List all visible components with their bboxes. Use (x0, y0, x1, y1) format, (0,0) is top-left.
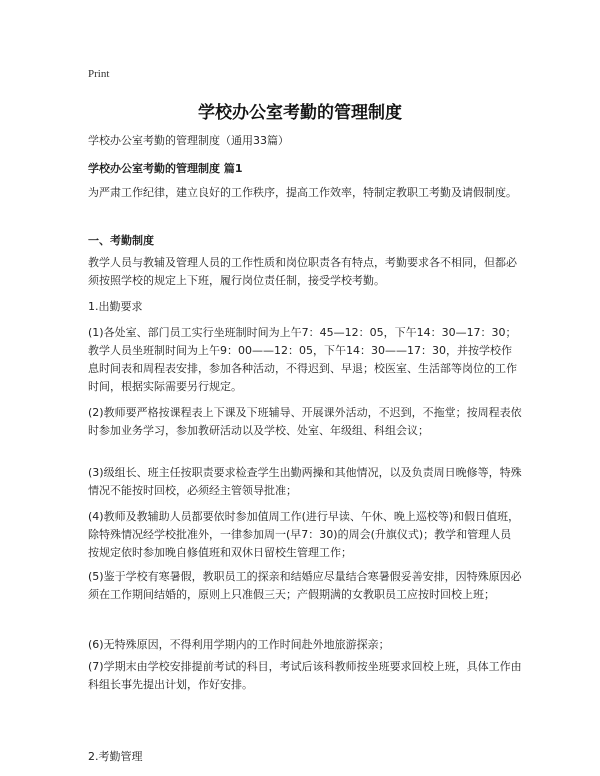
intro-paragraph: 为严肃工作纪律，建立良好的工作秩序，提高工作效率，特制定教职工考勤及请假制度。 (88, 186, 517, 199)
heading-attendance-system: 一、考勤制度 (88, 234, 154, 247)
heading-attendance-requirements: 1.出勤要求 (88, 300, 143, 313)
list-item: (6)无特殊原因，不得利用学期内的工作时间赴外地旅游探亲； (88, 638, 390, 651)
list-item: (1)各处室、部门员工实行坐班制时间为上午7：45—12：05，下午14：30—17：30；教学人员坐班制时间为上午9：00——12：05，下午14：30——17：30，并按学校作息时间表和周程表安排，参加各种活动，不得迟到、早退；校医室、生活部等岗位的工作时间，根据实际需要另行规定。 (88, 326, 517, 393)
section-heading: 学校办公室考勤的管理制度 篇1 (88, 162, 243, 175)
print-label[interactable]: Print (88, 68, 110, 80)
list-item: (2)教师要严格按课程表上下课及下班辅导、开展课外活动，不迟到，不拖堂；按周程表依时参加业务学习，参加教研活动以及学校、处室、年级组、科组会议； (88, 406, 522, 437)
list-item: (7)学期末由学校安排提前考试的科目，考试后该科教师按坐班要求回校上班，具体工作由科组长事先提出计划，作好安排。 (88, 660, 522, 691)
list-item: (5)鉴于学校有寒暑假，教职员工的探亲和结婚应尽量结合寒暑假妥善安排，因特殊原因必须在工作期间结婚的，原则上只准假三天；产假期满的女教职员工应按时回校上班； (88, 570, 522, 601)
paragraph-attendance-overview: 教学人员与教辅及管理人员的工作性质和岗位职责各有特点，考勤要求各不相同，但都必须按照学校的规定上下班，履行岗位责任制，接受学校考勤。 (88, 256, 517, 287)
document-title: 学校办公室考勤的管理制度 (198, 103, 402, 123)
list-item: (3)级组长、班主任按职责要求检查学生出勤两操和其他情况，以及负责周日晚修等，特殊情况不能按时回校，必须经主管领导批准； (88, 466, 522, 497)
list-item: (4)教师及教辅助人员都要依时参加值周工作(进行早读、午休、晚上巡校等)和假日值班，除特殊情况经学校批准外，一律参加周一(早7：30)的周会(升旗仪式)；教学和管理人员按规定依时参加晚自修值班和双休日留校生管理工作； (88, 510, 520, 559)
heading-attendance-management: 2.考勤管理 (88, 750, 143, 763)
document-subtitle: 学校办公室考勤的管理制度（通用33篇） (88, 134, 289, 147)
